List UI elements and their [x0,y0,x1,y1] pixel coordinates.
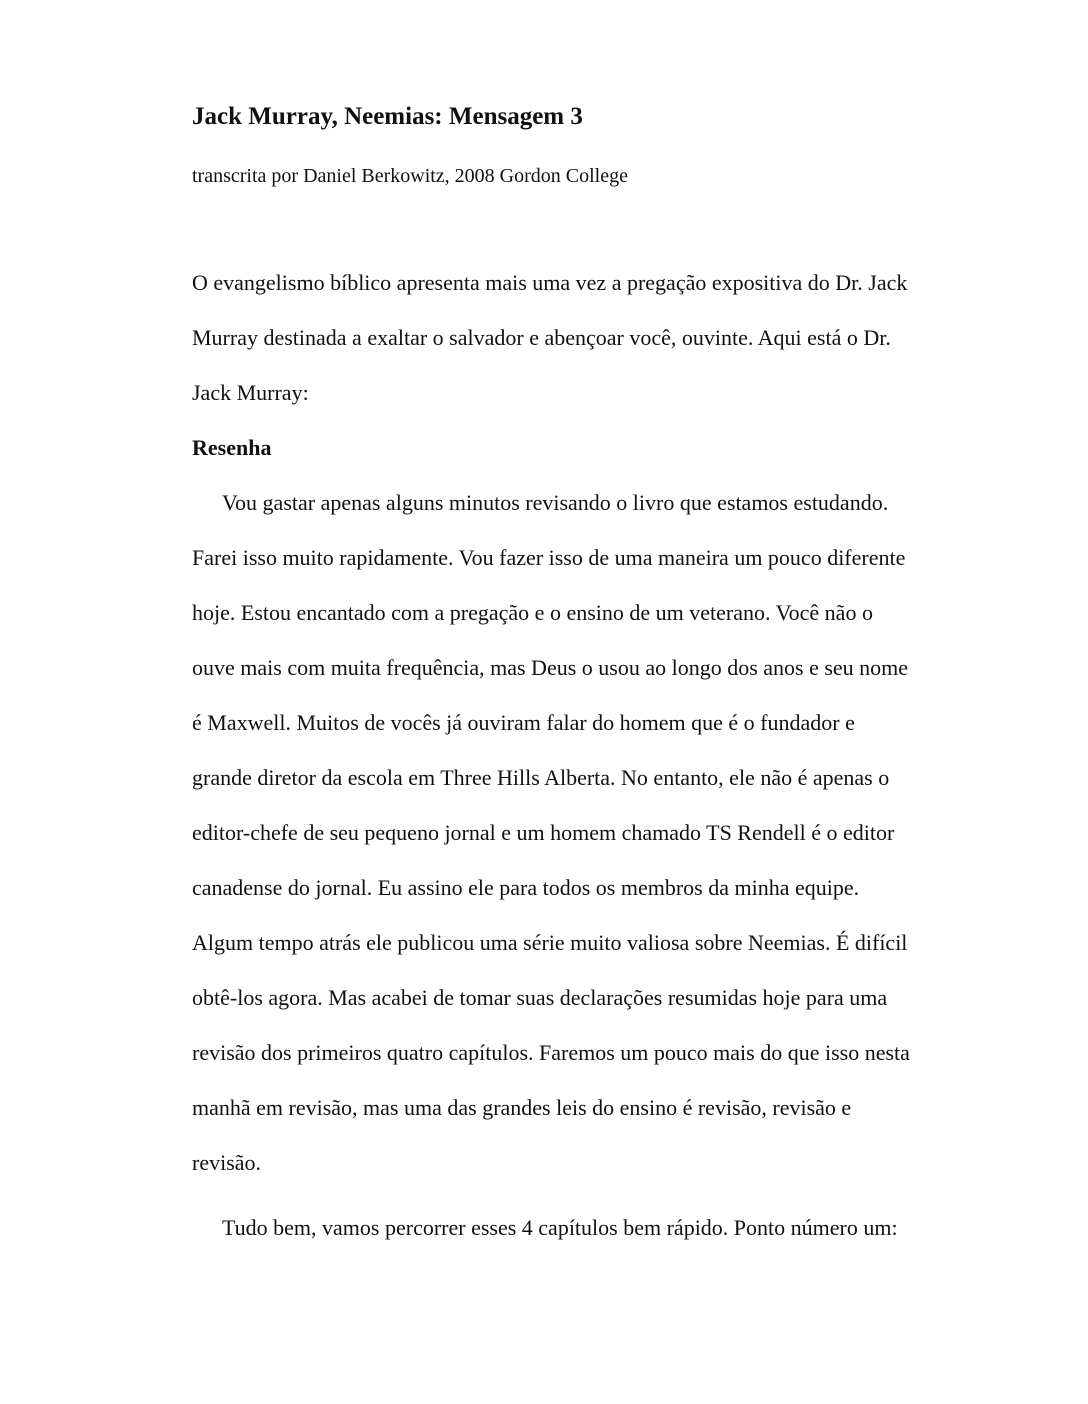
paragraph-line: Farei isso muito rapidamente. Vou fazer isso de uma maneira um pouco diferente [192,545,906,570]
paragraph-line: ouve mais com muita frequência, mas Deus o usou ao longo dos anos e seu nome [192,655,909,680]
paragraph-line: grande diretor da escola em Three Hills Alberta. No entanto, ele não é apenas o [192,765,890,790]
paragraph-line: hoje. Estou encantado com a pregação e o ensino de um veterano. Você não o [192,600,873,625]
paragraph-line: é Maxwell. Muitos de vocês já ouviram falar do homem que é o fundador e [192,710,855,735]
section-heading: Resenha [192,435,272,460]
paragraph-line: Vou gastar apenas alguns minutos revisando o livro que estamos estudando. [222,490,889,515]
paragraph-line: manhã em revisão, mas uma das grandes leis do ensino é revisão, revisão e [192,1095,852,1120]
paragraph-line: Algum tempo atrás ele publicou uma série muito valiosa sobre Neemias. É difícil [192,930,908,955]
paragraph-line: editor-chefe de seu pequeno jornal e um homem chamado TS Rendell é o editor [192,820,895,845]
intro-line: O evangelismo bíblico apresenta mais uma vez a pregação expositiva do Dr. Jack [192,270,908,295]
paragraph-line: canadense do jornal. Eu assino ele para todos os membros da minha equipe. [192,875,860,900]
paragraph-line: obtê-los agora. Mas acabei de tomar suas declarações resumidas hoje para uma [192,985,888,1010]
document-title: Jack Murray, Neemias: Mensagem 3 [192,103,583,130]
intro-line: Jack Murray: [192,380,309,405]
paragraph-line: revisão. [192,1150,262,1175]
intro-line: Murray destinada a exaltar o salvador e abençoar você, ouvinte. Aqui está o Dr. [192,325,891,350]
document-subtitle: transcrita por Daniel Berkowitz, 2008 Gordon College [192,165,628,187]
paragraph-line: Tudo bem, vamos percorrer esses 4 capítulos bem rápido. Ponto número um: [222,1215,898,1240]
paragraph-line: revisão dos primeiros quatro capítulos. Faremos um pouco mais do que isso nesta [192,1040,910,1065]
